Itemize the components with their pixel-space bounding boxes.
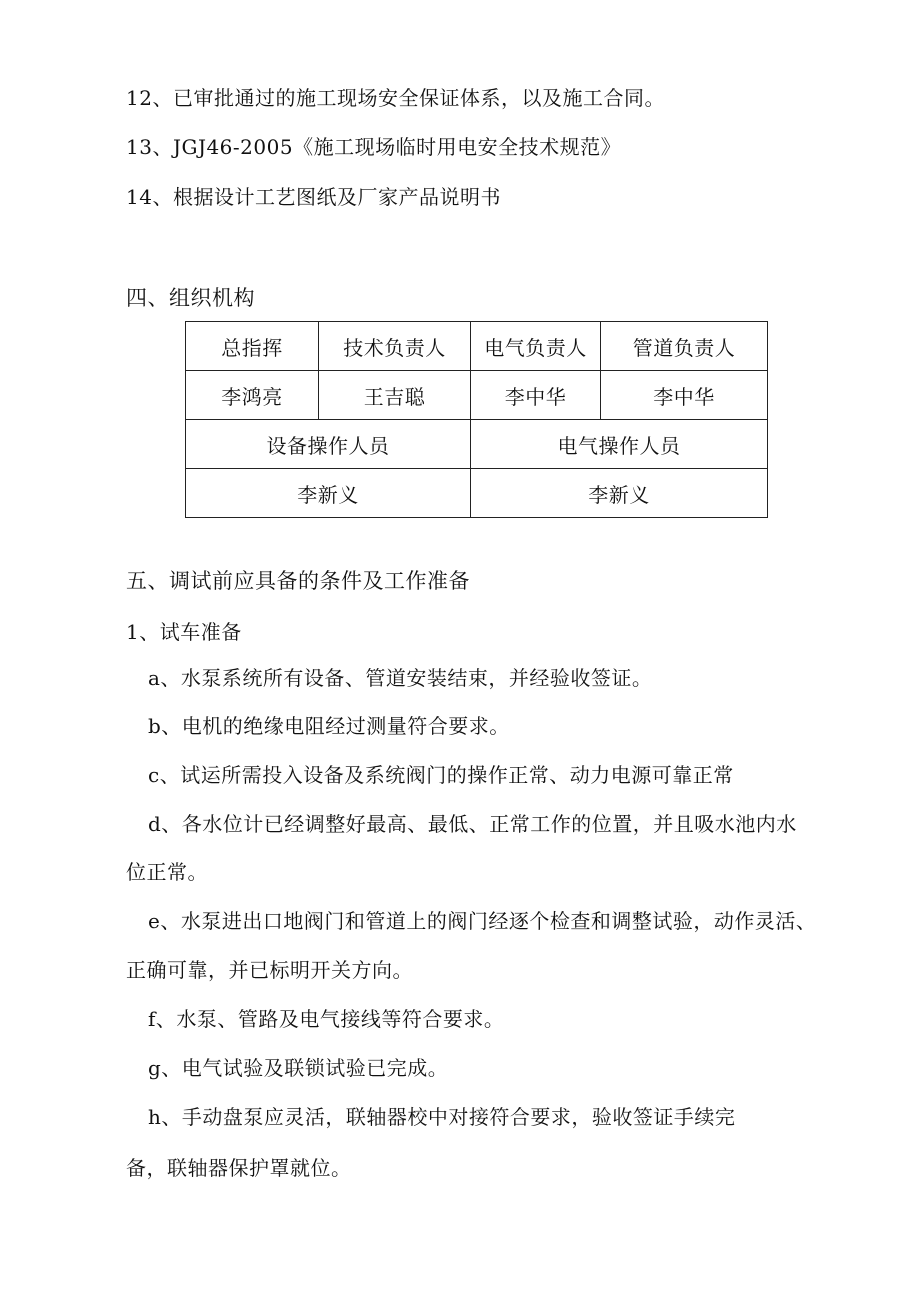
reference-item-14: 14、根据设计工艺图纸及厂家产品说明书 [126, 185, 501, 209]
section-5-heading: 五、调试前应具备的条件及工作准备 [126, 569, 470, 593]
table-cell: 李新义 [471, 469, 768, 518]
list-item-f: f、水泵、管路及电气接线等符合要求。 [148, 1007, 505, 1031]
table-row [186, 322, 768, 371]
reference-item-13: 13、JGJ46-2005《施工现场临时用电安全技术规范》 [126, 135, 622, 159]
list-item-g: g、电气试验及联锁试验已完成。 [148, 1056, 449, 1080]
table-cell: 王吉聪 [319, 371, 471, 420]
table-cell: 电气操作人员 [471, 420, 768, 469]
list-item-h: h、手动盘泵应灵活，联轴器校中对接符合要求，验收签证手续完 [148, 1105, 736, 1129]
list-item-d-continued: 位正常。 [126, 860, 208, 884]
organization-table [185, 321, 768, 518]
table-cell: 技术负责人 [319, 322, 471, 371]
list-item-c: c、试运所需投入设备及系统阀门的操作正常、动力电源可靠正常 [148, 763, 734, 787]
list-item-a: a、水泵系统所有设备、管道安装结束，并经验收签证。 [148, 666, 653, 690]
table-cell: 设备操作人员 [186, 420, 471, 469]
section-4-heading: 四、组织机构 [126, 286, 255, 310]
table-row [186, 420, 768, 469]
table-cell: 电气负责人 [471, 322, 601, 371]
list-item-e: e、水泵进出口地阀门和管道上的阀门经逐个检查和调整试验，动作灵活、 [148, 909, 817, 933]
table-cell: 李中华 [601, 371, 768, 420]
table-row [186, 371, 768, 420]
subsection-1-heading: 1、试车准备 [126, 620, 242, 644]
table-cell: 李新义 [186, 469, 471, 518]
list-item-b: b、电机的绝缘电阻经过测量符合要求。 [148, 714, 510, 738]
table-cell: 总指挥 [186, 322, 319, 371]
table-cell: 管道负责人 [601, 322, 768, 371]
table-cell: 李鸿亮 [186, 371, 319, 420]
table-row [186, 469, 768, 518]
list-item-d: d、各水位计已经调整好最高、最低、正常工作的位置，并且吸水池内水 [148, 812, 797, 836]
list-item-e-continued: 正确可靠，并已标明开关方向。 [126, 958, 413, 982]
list-item-h-continued: 备，联轴器保护罩就位。 [126, 1156, 352, 1180]
reference-item-12: 12、已审批通过的施工现场安全保证体系，以及施工合同。 [126, 86, 665, 110]
table-cell: 李中华 [471, 371, 601, 420]
